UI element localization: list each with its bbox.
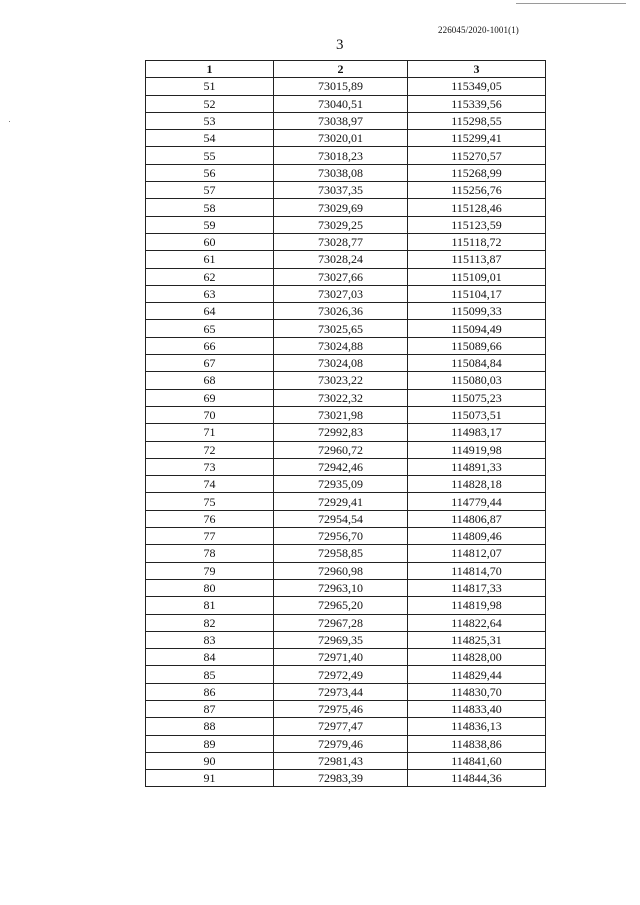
point-number-cell: 62 xyxy=(146,268,274,285)
point-number-cell: 61 xyxy=(146,251,274,268)
table-row xyxy=(146,770,546,787)
x-coordinate-cell: 73025,65 xyxy=(274,320,408,337)
y-coordinate-cell: 115109,01 xyxy=(408,268,546,285)
coordinates-table xyxy=(145,60,546,787)
point-number-cell: 86 xyxy=(146,683,274,700)
y-coordinate-cell: 115118,72 xyxy=(408,233,546,250)
y-coordinate-cell: 114841,60 xyxy=(408,752,546,769)
y-coordinate-cell: 114833,40 xyxy=(408,700,546,717)
x-coordinate-cell: 73024,08 xyxy=(274,355,408,372)
x-coordinate-cell: 72929,41 xyxy=(274,493,408,510)
x-coordinate-cell: 72969,35 xyxy=(274,631,408,648)
table-row xyxy=(146,597,546,614)
x-coordinate-cell: 72983,39 xyxy=(274,770,408,787)
point-number-cell: 85 xyxy=(146,666,274,683)
x-coordinate-cell: 73015,89 xyxy=(274,78,408,95)
point-number-cell: 84 xyxy=(146,649,274,666)
y-coordinate-cell: 114817,33 xyxy=(408,579,546,596)
table-row xyxy=(146,216,546,233)
table-row xyxy=(146,112,546,129)
table-row xyxy=(146,683,546,700)
point-number-cell: 81 xyxy=(146,597,274,614)
y-coordinate-cell: 114829,44 xyxy=(408,666,546,683)
y-coordinate-cell: 114983,17 xyxy=(408,424,546,441)
x-coordinate-cell: 72973,44 xyxy=(274,683,408,700)
y-coordinate-cell: 114806,87 xyxy=(408,510,546,527)
x-coordinate-cell: 73018,23 xyxy=(274,147,408,164)
y-coordinate-cell: 115113,87 xyxy=(408,251,546,268)
point-number-cell: 57 xyxy=(146,182,274,199)
y-coordinate-cell: 114828,18 xyxy=(408,476,546,493)
y-coordinate-cell: 115073,51 xyxy=(408,406,546,423)
scan-speck xyxy=(9,121,10,122)
x-coordinate-cell: 73028,24 xyxy=(274,251,408,268)
x-coordinate-cell: 72965,20 xyxy=(274,597,408,614)
point-number-cell: 67 xyxy=(146,355,274,372)
table-header-row xyxy=(146,61,546,78)
point-number-cell: 74 xyxy=(146,476,274,493)
x-coordinate-cell: 73038,08 xyxy=(274,164,408,181)
y-coordinate-cell: 115128,46 xyxy=(408,199,546,216)
table-row xyxy=(146,476,546,493)
point-number-cell: 88 xyxy=(146,718,274,735)
x-coordinate-cell: 72956,70 xyxy=(274,528,408,545)
point-number-cell: 66 xyxy=(146,337,274,354)
x-coordinate-cell: 73021,98 xyxy=(274,406,408,423)
x-coordinate-cell: 73029,25 xyxy=(274,216,408,233)
point-number-cell: 55 xyxy=(146,147,274,164)
table-row xyxy=(146,700,546,717)
x-coordinate-cell: 72960,72 xyxy=(274,441,408,458)
point-number-cell: 73 xyxy=(146,458,274,475)
table-row xyxy=(146,199,546,216)
table-row xyxy=(146,233,546,250)
x-coordinate-cell: 72975,46 xyxy=(274,700,408,717)
x-coordinate-cell: 73026,36 xyxy=(274,303,408,320)
point-number-cell: 77 xyxy=(146,528,274,545)
y-coordinate-cell: 114828,00 xyxy=(408,649,546,666)
x-coordinate-cell: 72979,46 xyxy=(274,735,408,752)
point-number-cell: 51 xyxy=(146,78,274,95)
table-row xyxy=(146,441,546,458)
table-row xyxy=(146,164,546,181)
x-coordinate-cell: 73040,51 xyxy=(274,95,408,112)
point-number-cell: 56 xyxy=(146,164,274,181)
point-number-cell: 71 xyxy=(146,424,274,441)
table-row xyxy=(146,579,546,596)
table-row xyxy=(146,718,546,735)
table-row xyxy=(146,95,546,112)
point-number-cell: 59 xyxy=(146,216,274,233)
y-coordinate-cell: 115123,59 xyxy=(408,216,546,233)
table-row xyxy=(146,528,546,545)
y-coordinate-cell: 115298,55 xyxy=(408,112,546,129)
x-coordinate-cell: 73028,77 xyxy=(274,233,408,250)
point-number-cell: 91 xyxy=(146,770,274,787)
table-row xyxy=(146,320,546,337)
x-coordinate-cell: 72963,10 xyxy=(274,579,408,596)
table-row xyxy=(146,424,546,441)
y-coordinate-cell: 114844,36 xyxy=(408,770,546,787)
table-row xyxy=(146,182,546,199)
point-number-cell: 80 xyxy=(146,579,274,596)
table-row xyxy=(146,752,546,769)
point-number-cell: 54 xyxy=(146,130,274,147)
y-coordinate-cell: 114919,98 xyxy=(408,441,546,458)
x-coordinate-cell: 73029,69 xyxy=(274,199,408,216)
point-number-cell: 89 xyxy=(146,735,274,752)
y-coordinate-cell: 114779,44 xyxy=(408,493,546,510)
table-row xyxy=(146,285,546,302)
x-coordinate-cell: 72972,49 xyxy=(274,666,408,683)
table-row xyxy=(146,631,546,648)
point-number-cell: 76 xyxy=(146,510,274,527)
x-coordinate-cell: 72960,98 xyxy=(274,562,408,579)
y-coordinate-cell: 115268,99 xyxy=(408,164,546,181)
column-header: 1 xyxy=(146,61,274,78)
x-coordinate-cell: 73038,97 xyxy=(274,112,408,129)
table-row xyxy=(146,562,546,579)
table-row xyxy=(146,337,546,354)
point-number-cell: 63 xyxy=(146,285,274,302)
table-row xyxy=(146,406,546,423)
y-coordinate-cell: 114825,31 xyxy=(408,631,546,648)
point-number-cell: 68 xyxy=(146,372,274,389)
point-number-cell: 52 xyxy=(146,95,274,112)
x-coordinate-cell: 73023,22 xyxy=(274,372,408,389)
y-coordinate-cell: 115299,41 xyxy=(408,130,546,147)
x-coordinate-cell: 72954,54 xyxy=(274,510,408,527)
column-header: 2 xyxy=(274,61,408,78)
point-number-cell: 75 xyxy=(146,493,274,510)
table-row xyxy=(146,372,546,389)
point-number-cell: 90 xyxy=(146,752,274,769)
y-coordinate-cell: 114838,86 xyxy=(408,735,546,752)
y-coordinate-cell: 114819,98 xyxy=(408,597,546,614)
point-number-cell: 69 xyxy=(146,389,274,406)
x-coordinate-cell: 72971,40 xyxy=(274,649,408,666)
y-coordinate-cell: 114822,64 xyxy=(408,614,546,631)
x-coordinate-cell: 73024,88 xyxy=(274,337,408,354)
point-number-cell: 78 xyxy=(146,545,274,562)
x-coordinate-cell: 72958,85 xyxy=(274,545,408,562)
x-coordinate-cell: 72992,83 xyxy=(274,424,408,441)
point-number-cell: 53 xyxy=(146,112,274,129)
table-row xyxy=(146,147,546,164)
table-row xyxy=(146,510,546,527)
y-coordinate-cell: 115104,17 xyxy=(408,285,546,302)
document-number: 226045/2020-1001(1) xyxy=(438,25,519,35)
point-number-cell: 65 xyxy=(146,320,274,337)
point-number-cell: 72 xyxy=(146,441,274,458)
y-coordinate-cell: 115094,49 xyxy=(408,320,546,337)
y-coordinate-cell: 115080,03 xyxy=(408,372,546,389)
table-row xyxy=(146,355,546,372)
y-coordinate-cell: 114814,70 xyxy=(408,562,546,579)
table-row xyxy=(146,649,546,666)
y-coordinate-cell: 114809,46 xyxy=(408,528,546,545)
top-rule xyxy=(516,3,626,4)
point-number-cell: 79 xyxy=(146,562,274,579)
point-number-cell: 64 xyxy=(146,303,274,320)
x-coordinate-cell: 72977,47 xyxy=(274,718,408,735)
point-number-cell: 83 xyxy=(146,631,274,648)
point-number-cell: 70 xyxy=(146,406,274,423)
table-row xyxy=(146,389,546,406)
x-coordinate-cell: 72967,28 xyxy=(274,614,408,631)
y-coordinate-cell: 115270,57 xyxy=(408,147,546,164)
table-row xyxy=(146,78,546,95)
point-number-cell: 87 xyxy=(146,700,274,717)
y-coordinate-cell: 115339,56 xyxy=(408,95,546,112)
y-coordinate-cell: 114891,33 xyxy=(408,458,546,475)
table-row xyxy=(146,251,546,268)
y-coordinate-cell: 114830,70 xyxy=(408,683,546,700)
y-coordinate-cell: 115089,66 xyxy=(408,337,546,354)
x-coordinate-cell: 73022,32 xyxy=(274,389,408,406)
point-number-cell: 60 xyxy=(146,233,274,250)
point-number-cell: 58 xyxy=(146,199,274,216)
table-row xyxy=(146,493,546,510)
point-number-cell: 82 xyxy=(146,614,274,631)
page-number: 3 xyxy=(336,37,344,53)
y-coordinate-cell: 115084,84 xyxy=(408,355,546,372)
x-coordinate-cell: 73027,66 xyxy=(274,268,408,285)
x-coordinate-cell: 73020,01 xyxy=(274,130,408,147)
y-coordinate-cell: 114836,13 xyxy=(408,718,546,735)
table-row xyxy=(146,735,546,752)
table-row xyxy=(146,545,546,562)
table-row xyxy=(146,614,546,631)
table-body xyxy=(146,78,546,787)
table-row xyxy=(146,666,546,683)
table-row xyxy=(146,130,546,147)
x-coordinate-cell: 73037,35 xyxy=(274,182,408,199)
table-row xyxy=(146,303,546,320)
x-coordinate-cell: 72942,46 xyxy=(274,458,408,475)
x-coordinate-cell: 73027,03 xyxy=(274,285,408,302)
y-coordinate-cell: 115099,33 xyxy=(408,303,546,320)
y-coordinate-cell: 114812,07 xyxy=(408,545,546,562)
y-coordinate-cell: 115256,76 xyxy=(408,182,546,199)
x-coordinate-cell: 72981,43 xyxy=(274,752,408,769)
table-row xyxy=(146,458,546,475)
table-row xyxy=(146,268,546,285)
y-coordinate-cell: 115075,23 xyxy=(408,389,546,406)
y-coordinate-cell: 115349,05 xyxy=(408,78,546,95)
column-header: 3 xyxy=(408,61,546,78)
x-coordinate-cell: 72935,09 xyxy=(274,476,408,493)
